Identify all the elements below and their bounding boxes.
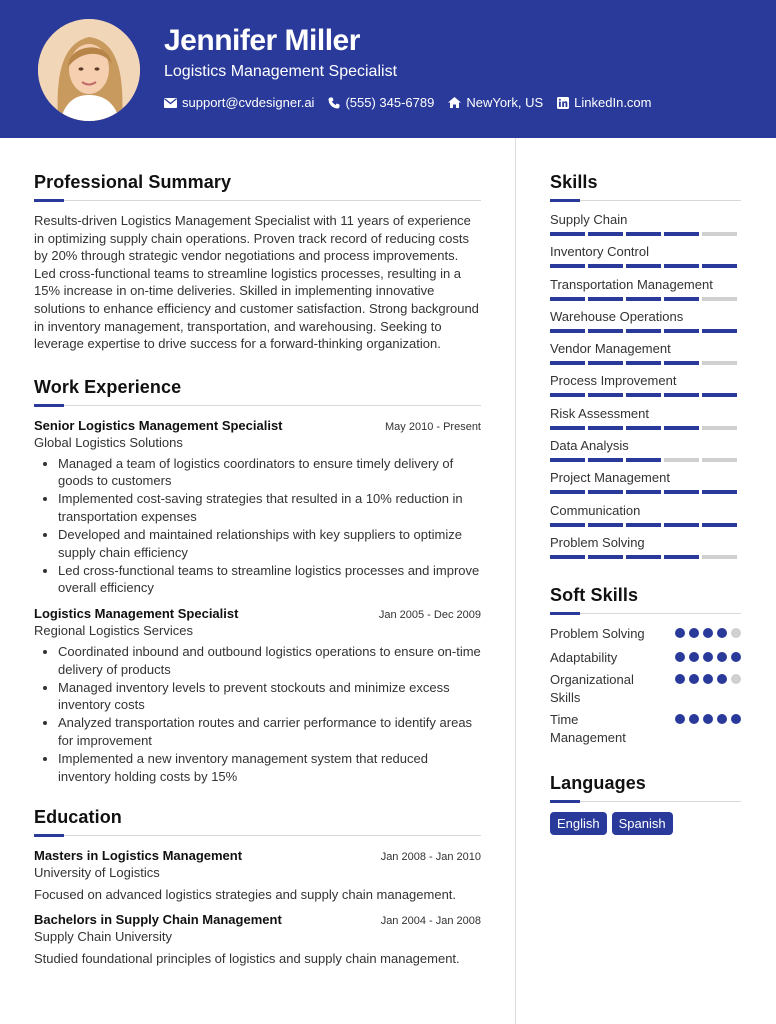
skill-level-bar	[550, 361, 741, 365]
skill-name: Process Improvement	[550, 373, 677, 389]
education-description: Studied foundational principles of logistics and supply chain management.	[34, 951, 460, 967]
job-date: Jan 2005 - Dec 2009	[378, 609, 481, 621]
soft-skill-name: Organizational Skills	[550, 672, 634, 705]
rating-dot	[731, 714, 741, 724]
section-title: Education	[34, 807, 122, 828]
job-bullets	[34, 643, 481, 785]
soft-skill-item	[550, 625, 741, 649]
rating-dot	[717, 674, 727, 684]
skill-level-segment	[664, 297, 699, 301]
contact-phone[interactable]	[328, 95, 434, 110]
skill-level-segment	[702, 555, 737, 559]
skills-section	[550, 172, 741, 567]
education-degree: Masters in Logistics Management	[34, 848, 243, 864]
soft-skills-section	[550, 585, 741, 747]
rating-dot	[689, 714, 699, 724]
skills-list	[550, 212, 741, 567]
contact-linkedin-text: LinkedIn.com	[574, 95, 652, 110]
education-school: University of Logistics	[34, 865, 160, 881]
skill-item	[550, 470, 741, 502]
skill-level-segment	[626, 297, 661, 301]
skill-level-segment	[588, 232, 623, 236]
rating-dot	[675, 714, 685, 724]
skill-level-bar	[550, 264, 741, 268]
skill-level-segment	[702, 329, 737, 333]
contact-email[interactable]	[164, 95, 314, 110]
skill-level-segment	[702, 426, 737, 430]
skill-level-segment	[664, 490, 699, 494]
skill-name: Problem Solving	[550, 534, 645, 550]
soft-skill-item	[550, 649, 741, 671]
skill-level-segment	[550, 426, 585, 430]
soft-skills-list	[550, 625, 741, 747]
envelope-icon	[164, 98, 177, 108]
education-entry	[34, 912, 481, 966]
skill-item	[550, 503, 741, 535]
languages-section	[550, 773, 741, 835]
skill-level-bar	[550, 458, 741, 462]
skill-level-bar	[550, 426, 741, 430]
education-school: Supply Chain University	[34, 929, 173, 945]
education-date: Jan 2008 - Jan 2010	[380, 851, 481, 864]
skill-level-segment	[626, 523, 661, 527]
skill-name: Project Management	[550, 470, 670, 486]
soft-skill-rating	[675, 649, 741, 662]
skill-level-segment	[702, 458, 737, 462]
section-title: Soft Skills	[550, 585, 639, 606]
skill-item	[550, 212, 741, 244]
rating-dot	[717, 714, 727, 724]
skill-level-segment	[702, 393, 737, 397]
job-role: Senior Logistics Management Specialist	[34, 417, 283, 433]
job-bullet: • Managed a team of logistics coordinators to ensure timely delivery of goods to customers	[58, 455, 481, 490]
skill-level-segment	[702, 264, 737, 268]
skill-level-segment	[550, 297, 585, 301]
phone-icon	[328, 97, 340, 109]
skill-level-segment	[664, 555, 699, 559]
job-bullet: • Managed inventory levels to prevent stockouts and minimize excess inventory costs	[58, 679, 481, 714]
rating-dot	[675, 652, 685, 662]
job-bullet: • Implemented a new inventory management system that reduced inventory holding costs by 15%	[58, 750, 481, 785]
skill-name: Warehouse Operations	[550, 308, 684, 324]
skill-item	[550, 438, 741, 470]
skill-level-segment	[664, 393, 699, 397]
skill-level-segment	[702, 232, 737, 236]
skill-name: Transportation Management	[550, 276, 713, 292]
skill-name: Supply Chain	[550, 212, 628, 227]
skill-level-segment	[664, 361, 699, 365]
skill-level-segment	[588, 297, 623, 301]
skill-item	[550, 535, 741, 567]
rating-dot	[731, 652, 741, 662]
skill-level-bar	[550, 297, 741, 301]
skill-level-segment	[626, 426, 661, 430]
rating-dot	[703, 652, 713, 662]
skill-level-segment	[664, 232, 699, 236]
soft-skill-name: Time Management	[550, 712, 626, 745]
job-bullet: • Analyzed transportation routes and carrier performance to identify areas for improvement	[58, 714, 481, 749]
skill-level-segment	[550, 490, 585, 494]
section-title: Work Experience	[34, 376, 182, 397]
skill-level-segment	[550, 232, 585, 236]
section-title: Professional Summary	[34, 172, 232, 192]
education-entry	[34, 848, 481, 902]
skill-item	[550, 244, 741, 276]
sidebar-column	[550, 172, 741, 835]
skill-level-segment	[702, 297, 737, 301]
education-degree: Bachelors in Supply Chain Management	[34, 912, 282, 928]
avatar	[38, 19, 140, 121]
job-role: Logistics Management Specialist	[34, 606, 239, 621]
soft-skill-item	[550, 671, 741, 711]
candidate-title: Logistics Management Specialist	[164, 63, 398, 80]
skill-level-segment	[588, 329, 623, 333]
rating-dot	[675, 674, 685, 684]
skill-level-segment	[626, 232, 661, 236]
section-rule	[34, 835, 481, 836]
professional-summary-section	[34, 172, 481, 353]
contact-linkedin[interactable]	[557, 95, 651, 110]
section-title: Languages	[550, 773, 646, 794]
skill-level-segment	[626, 361, 661, 365]
skill-item	[550, 373, 741, 405]
skill-level-segment	[588, 426, 623, 430]
job-bullets	[34, 455, 481, 597]
skill-item	[550, 309, 741, 341]
skill-level-segment	[550, 393, 585, 397]
skill-level-bar	[550, 523, 741, 527]
rating-dot	[689, 674, 699, 684]
section-rule	[550, 801, 741, 802]
education-section	[34, 807, 481, 966]
language-tag: Spanish	[612, 812, 673, 835]
column-divider	[515, 138, 516, 1024]
job-entry	[34, 418, 481, 597]
skill-level-segment	[550, 458, 585, 462]
skill-level-segment	[626, 393, 661, 397]
soft-skill-name: Problem Solving	[550, 626, 645, 642]
skill-item	[550, 406, 741, 438]
language-tag: English	[550, 812, 607, 835]
skill-level-segment	[626, 329, 661, 333]
soft-skill-name: Adaptability	[550, 650, 618, 666]
skill-level-segment	[626, 264, 661, 268]
skill-level-segment	[550, 329, 585, 333]
contact-location	[448, 95, 543, 110]
skill-level-segment	[626, 490, 661, 494]
languages-list	[550, 812, 741, 835]
skill-name: Vendor Management	[550, 341, 671, 357]
contact-bar	[164, 95, 652, 110]
skill-level-segment	[664, 329, 699, 333]
rating-dot	[731, 674, 741, 684]
skill-level-bar	[550, 555, 741, 559]
skill-level-segment	[702, 523, 737, 527]
skill-level-bar	[550, 490, 741, 494]
contact-email-text: support@cvdesigner.ai	[182, 95, 315, 110]
soft-skill-rating	[675, 625, 741, 638]
job-bullet: • Led cross-functional teams to streamline logistics processes and improve overall efficiency	[58, 562, 481, 597]
skill-level-segment	[588, 523, 623, 527]
rating-dot	[689, 652, 699, 662]
education-description: Focused on advanced logistics strategies and supply chain management.	[34, 887, 457, 903]
soft-skill-item	[550, 711, 741, 747]
job-date: May 2010 - Present	[385, 420, 481, 433]
skill-level-segment	[626, 555, 661, 559]
job-company: Regional Logistics Services	[34, 623, 193, 638]
section-rule	[550, 613, 741, 614]
skill-level-segment	[588, 393, 623, 397]
main-column	[34, 172, 481, 966]
job-bullet: • Coordinated inbound and outbound logistics operations to ensure on-time delivery of products	[58, 643, 481, 678]
skill-level-segment	[702, 490, 737, 494]
skill-name: Communication	[550, 502, 641, 518]
skill-level-segment	[588, 361, 623, 365]
rating-dot	[717, 628, 727, 638]
rating-dot	[717, 652, 727, 662]
skill-item	[550, 341, 741, 373]
section-rule	[34, 200, 481, 201]
candidate-name: Jennifer Miller	[164, 24, 360, 57]
skill-level-segment	[588, 458, 623, 462]
skill-level-segment	[588, 490, 623, 494]
soft-skill-rating	[675, 711, 741, 724]
skill-level-segment	[664, 458, 699, 462]
skill-level-segment	[550, 264, 585, 268]
skill-name: Inventory Control	[550, 244, 649, 260]
rating-dot	[703, 714, 713, 724]
section-title: Skills	[550, 172, 598, 192]
skill-level-segment	[588, 555, 623, 559]
work-experience-section	[34, 377, 481, 786]
section-rule	[550, 200, 741, 201]
skill-level-segment	[664, 426, 699, 430]
skill-level-segment	[626, 458, 661, 462]
soft-skill-rating	[675, 671, 741, 684]
job-entry	[34, 606, 481, 785]
education-date: Jan 2004 - Jan 2008	[380, 915, 481, 928]
linkedin-icon	[557, 97, 569, 109]
skill-level-bar	[550, 329, 741, 333]
job-bullet: • Developed and maintained relationships with key suppliers to optimize supply chain efficiency	[58, 526, 481, 561]
rating-dot	[731, 628, 741, 638]
rating-dot	[703, 628, 713, 638]
skill-name: Risk Assessment	[550, 405, 649, 421]
job-bullet: • Implemented cost-saving strategies that resulted in a 10% reduction in transportation expenses	[58, 490, 481, 525]
header-banner	[0, 0, 776, 138]
skill-level-bar	[550, 232, 741, 236]
skill-level-bar	[550, 393, 741, 397]
skill-item	[550, 277, 741, 309]
profile-photo-icon	[38, 19, 140, 121]
contact-location-text: NewYork, US	[466, 95, 544, 110]
skill-level-segment	[550, 555, 585, 559]
skill-level-segment	[550, 361, 585, 365]
skill-level-segment	[550, 523, 585, 527]
job-company: Global Logistics Solutions	[34, 434, 183, 450]
rating-dot	[675, 628, 685, 638]
skill-level-segment	[664, 523, 699, 527]
rating-dot	[703, 674, 713, 684]
summary-text: Results-driven Logistics Management Specialist with 11 years of experience in optimizing supply chain operations. Proven track record of reducing costs by 20% through strategic vendor negotiations and process improvements. Led cross-functional teams to streamline logistics processes, resulting in a 15% increase in on-time deliveries. Skilled in implementing innovative solutions to enhance efficiency and customer satisfaction. Strong background in inventory management, transportation, and warehousing. Seeking to leverage expertise to drive success for a forward-thinking organization.	[34, 213, 479, 352]
skill-level-segment	[664, 264, 699, 268]
home-icon	[448, 97, 461, 108]
skill-level-segment	[702, 361, 737, 365]
contact-phone-text: (555) 345-6789	[345, 95, 435, 110]
skill-level-segment	[588, 264, 623, 268]
rating-dot	[689, 628, 699, 638]
skill-name: Data Analysis	[550, 438, 629, 454]
section-rule	[34, 405, 481, 406]
